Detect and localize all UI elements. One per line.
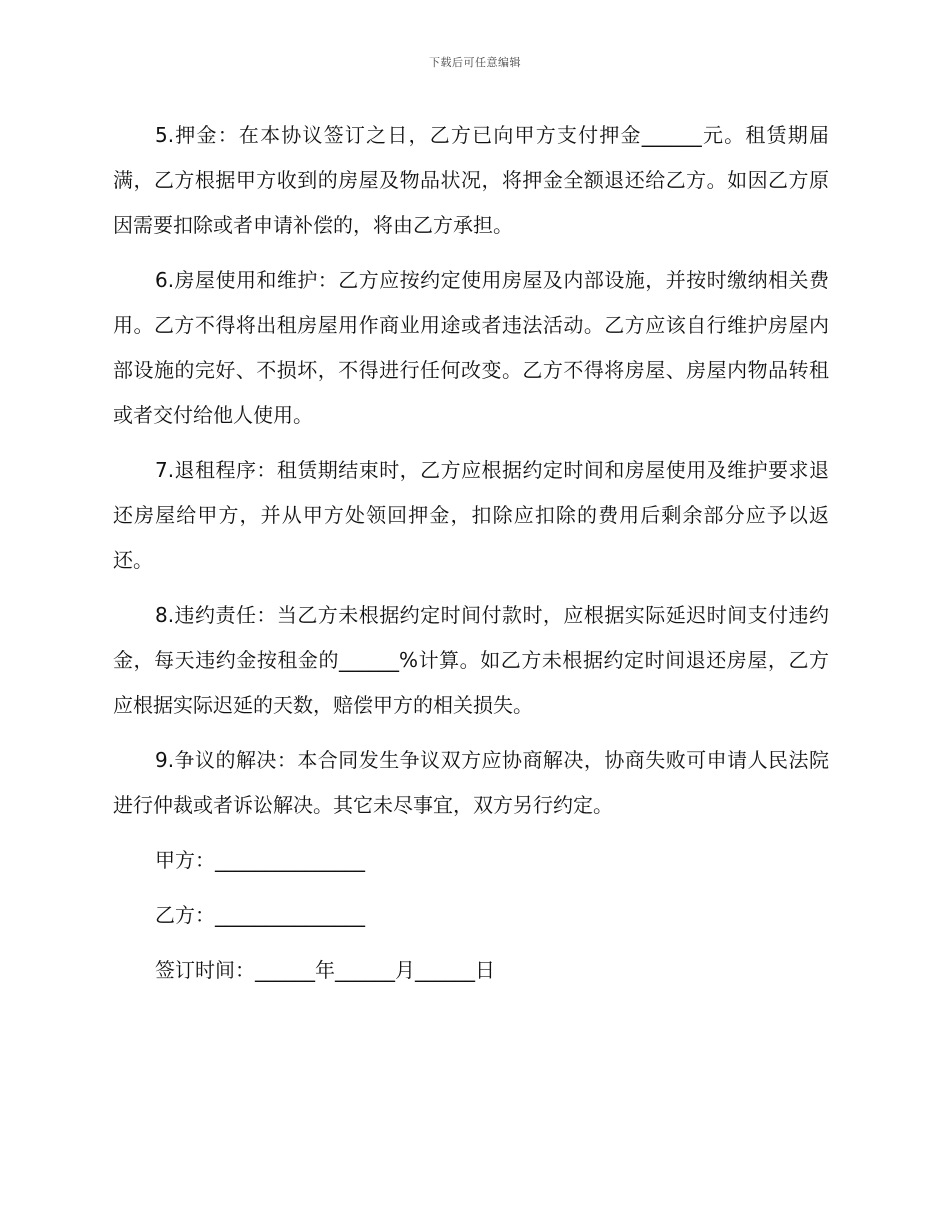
page-header-note: 下载后可任意编辑 bbox=[429, 56, 521, 69]
clause-use-maintenance: 6.房屋使用和维护：乙方应按约定使用房屋及内部设施，并按时缴纳相关费用。乙方不得将出租房屋用作商业用途或者违法活动。乙方应该自行维护房屋内部设施的完好、不损坏，不得进行任何改变。乙方不得将房屋、房屋内物品转租或者交付给他人使用。 bbox=[113, 268, 829, 427]
signature-date: 签订时间：______年______月______日 bbox=[155, 958, 495, 982]
signature-party-b: 乙方：_______________ bbox=[155, 903, 365, 927]
clause-breach: 8.违约责任：当乙方未根据约定时间付款时，应根据实际延迟时间支付违约金，每天违约金按租金的______%计算。如乙方未根据约定时间退还房屋，乙方应根据实际迟延的天数，赔偿甲方的相关损失。 bbox=[113, 603, 829, 717]
signature-party-a: 甲方：_______________ bbox=[155, 848, 365, 872]
clause-deposit: 5.押金：在本协议签订之日，乙方已向甲方支付押金______元。租赁期届满，乙方根据甲方收到的房屋及物品状况，将押金全额退还给乙方。如因乙方原因需要扣除或者申请补偿的，将由乙方承担。 bbox=[113, 123, 829, 237]
clause-move-out: 7.退租程序：租赁期结束时，乙方应根据约定时间和房屋使用及维护要求退还房屋给甲方，并从甲方处领回押金，扣除应扣除的费用后剩余部分应予以返还。 bbox=[113, 458, 829, 572]
clause-dispute: 9.争议的解决：本合同发生争议双方应协商解决，协商失败可申请人民法院进行仲裁或者诉讼解决。其它未尽事宜，双方另行约定。 bbox=[113, 748, 829, 817]
document-body bbox=[113, 113, 829, 993]
